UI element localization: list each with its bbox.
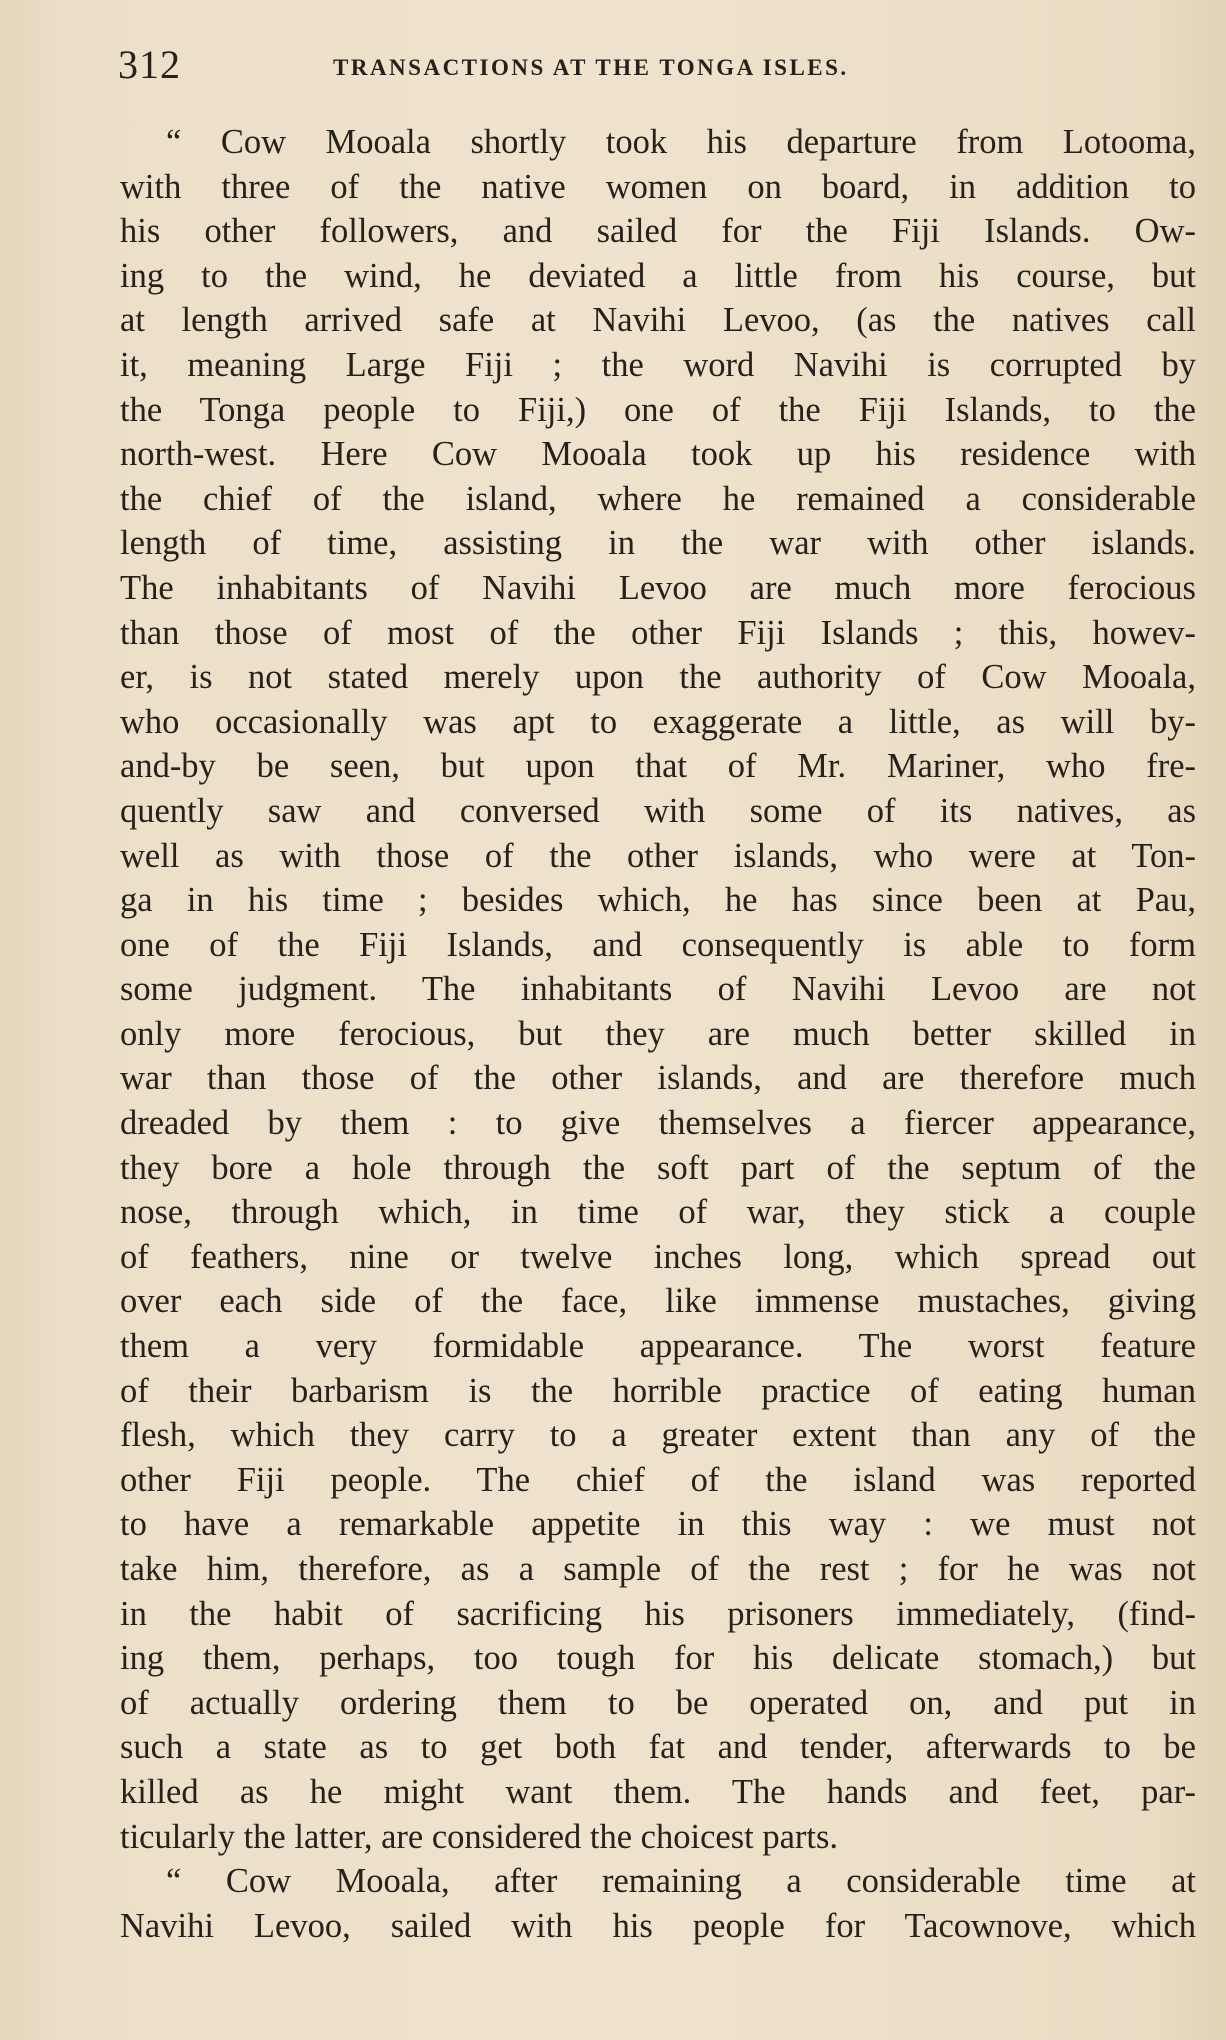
text-line: over each side of the face, like immense mustaches, giving [120,1282,1196,1321]
text-line: some judgment. The inhabitants of Navihi Levoo are not [120,970,1196,1009]
text-line: nose, through which, in time of war, they stick a couple [120,1193,1196,1232]
page-number: 312 [118,42,181,87]
text-line: flesh, which they carry to a greater extent than any of the [120,1416,1196,1455]
text-line: “ Cow Mooala, after remaining a considerable time at [166,1862,1196,1901]
text-line: such a state as to get both fat and tender, afterwards to be [120,1728,1196,1767]
text-line: they bore a hole through the soft part of the septum of the [120,1148,1196,1187]
page-header [118,40,1118,90]
text-line: only more ferocious, but they are much better skilled in [120,1014,1196,1053]
text-line: length of time, assisting in the war with other islands. [120,524,1196,563]
text-line: at length arrived safe at Navihi Levoo, (as the natives call [120,301,1196,340]
text-line: er, is not stated merely upon the authority of Cow Mooala, [120,658,1196,697]
text-line: the Tonga people to Fiji,) one of the Fiji Islands, to the [120,390,1196,429]
text-line: of their barbarism is the horrible practice of eating human [120,1371,1196,1410]
text-line: one of the Fiji Islands, and consequently is able to form [120,925,1196,964]
text-line: other Fiji people. The chief of the island was reported [120,1460,1196,1499]
text-line: ing to the wind, he deviated a little from his course, but [120,256,1196,295]
text-line: war than those of the other islands, and are therefore much [120,1059,1196,1098]
text-line: quently saw and conversed with some of its natives, as [120,791,1196,830]
text-line: ticularly the latter, are considered the choicest parts. [120,1817,839,1856]
text-line: take him, therefore, as a sample of the rest ; for he was not [120,1550,1196,1588]
text-line: it, meaning Large Fiji ; the word Navihi is corrupted by [120,345,1196,384]
text-line: of actually ordering them to be operated on, and put in [120,1683,1196,1722]
text-line: Navihi Levoo, sailed with his people for Tacownove, which [120,1906,1196,1945]
text-line: dreaded by them : to give themselves a fiercer appearance, [120,1104,1196,1143]
text-line: the chief of the island, where he remained a considerable [120,479,1196,518]
text-line: who occasionally was apt to exaggerate a little, as will by- [120,702,1196,741]
text-line: his other followers, and sailed for the Fiji Islands. Ow- [120,212,1196,251]
text-line: to have a remarkable appetite in this way : we must not [120,1505,1196,1544]
text-line: The inhabitants of Navihi Levoo are much more ferocious [120,568,1196,607]
text-line: in the habit of sacrificing his prisoners immediately, (find- [120,1594,1196,1633]
text-line: of feathers, nine or twelve inches long, which spread out [120,1237,1196,1276]
text-line: killed as he might want them. The hands and feet, par- [120,1772,1196,1811]
text-line: and-by be seen, but upon that of Mr. Mariner, who fre- [120,747,1196,786]
text-line: than those of most of the other Fiji Islands ; this, howev- [120,613,1196,652]
body-text [120,120,1196,1948]
text-line: north-west. Here Cow Mooala took up his residence with [120,435,1196,474]
text-line: ga in his time ; besides which, he has since been at Pau, [120,881,1196,920]
running-head: TRANSACTIONS AT THE TONGA ISLES. [333,55,849,80]
text-line: ing them, perhaps, too tough for his delicate stomach,) but [120,1639,1196,1678]
text-line: “ Cow Mooala shortly took his departure from Lotooma, [166,123,1196,161]
text-line: well as with those of the other islands, who were at Ton- [120,836,1196,875]
text-line: them a very formidable appearance. The worst feature [120,1327,1196,1366]
text-line: with three of the native women on board, in addition to [120,167,1196,206]
